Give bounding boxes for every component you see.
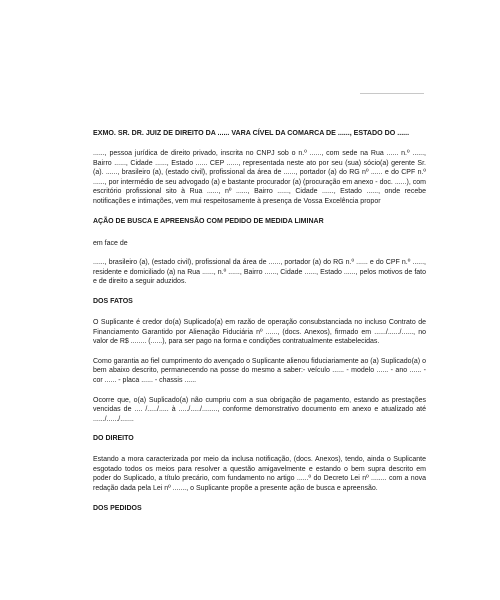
em-face-text: em face de xyxy=(93,239,128,247)
intro-paragraph: ......, pessoa jurídica de direito privado, inscrita no CNPJ sob o n.º ......, com sede na Rua ...... n.º ......, Bairro ......, Cidade ......, Estado ...... CEP ......, representada neste ato por seu (sua) sócio(a) gerente Sr. (a). ......, brasileiro (a), (estado civil), profissional da área de ......, portador (a) do RG nº ...... e do CPF n.º ......, por intermédio de seu advogado (a) e bastante procurador (a) (procuração em anexo - doc. ......), com escritório profissional sito à Rua ......, nº ......, Bairro ......, Cidade ......, Estado ......, onde recebe notificações e intimações, vem mui respeitosamente à presença de Vossa Excelência propor xyxy=(93,150,426,205)
document-body xyxy=(93,128,426,525)
requests-heading: DOS PEDIDOS xyxy=(93,504,142,512)
defendant-paragraph: ......, brasileiro (a), (estado civil), profissional da área de ......, portador (a) do RG n.º ...... e do CPF n.º ......, residente e domiciliado (a) na Rua ......, n.º ......, Bairro ......, Cidade ......, Estado ......, pelos motivos de fato e de direito a seguir aduzidos. xyxy=(93,259,426,286)
facts-heading: DOS FATOS xyxy=(93,297,133,305)
document-title: EXMO. SR. DR. JUIZ DE DIREITO DA ...... VARA CÍVEL DA COMARCA DE ......, ESTADO DO ...... xyxy=(93,129,410,137)
law-paragraph-1: Estando a mora caracterizada por meio da inclusa notificação, (docs. Anexos), tendo, ainda o Suplicante esgotado todos os meios para resolver a questão amigavelmente e estando o bem supra descrito em poder do Suplicado, a título precário, com fundamento no artigo ......º do Decreto Lei nº ........ com a nova redação dada pela Lei nº ......., o Suplicante propõe a presente ação de busca e apreensão. xyxy=(93,456,426,493)
action-title: AÇÃO DE BUSCA E APREENSÃO COM PEDIDO DE MEDIDA LIMINAR xyxy=(93,217,324,225)
header-rule xyxy=(360,93,424,94)
facts-paragraph-3: Ocorre que, o(a) Suplicado(a) não cumpriu com a sua obrigação de pagamento, estando as prestações vencidas de .... /...../..... à ...../...../........, conforme demonstrativo documento em anexo e atualizado até ....../....../....... xyxy=(93,396,426,423)
facts-paragraph-1: O Suplicante é credor do(a) Suplicado(a) em razão de operação consubstanciada no incluso Contrato de Financiamento Garantido por Alienação Fiduciária nº ......, (docs. Anexos), firmado em ....../....../......, no valor de R$ ........ (......), para ser pago na forma e condições contratualmente estabelecidas. xyxy=(93,318,426,346)
facts-paragraph-2: Como garantia ao fiel cumprimento do avençado o Suplicante alienou fiduciariamente ao (a) Suplicado(a) o bem abaixo descrito, permanecendo na posse do mesmo a saber:- veículo ...... - modelo ...... - ano ...... - cor ...... - placa ...... - chassis ...... xyxy=(93,357,426,384)
law-heading: DO DIREITO xyxy=(93,435,134,443)
